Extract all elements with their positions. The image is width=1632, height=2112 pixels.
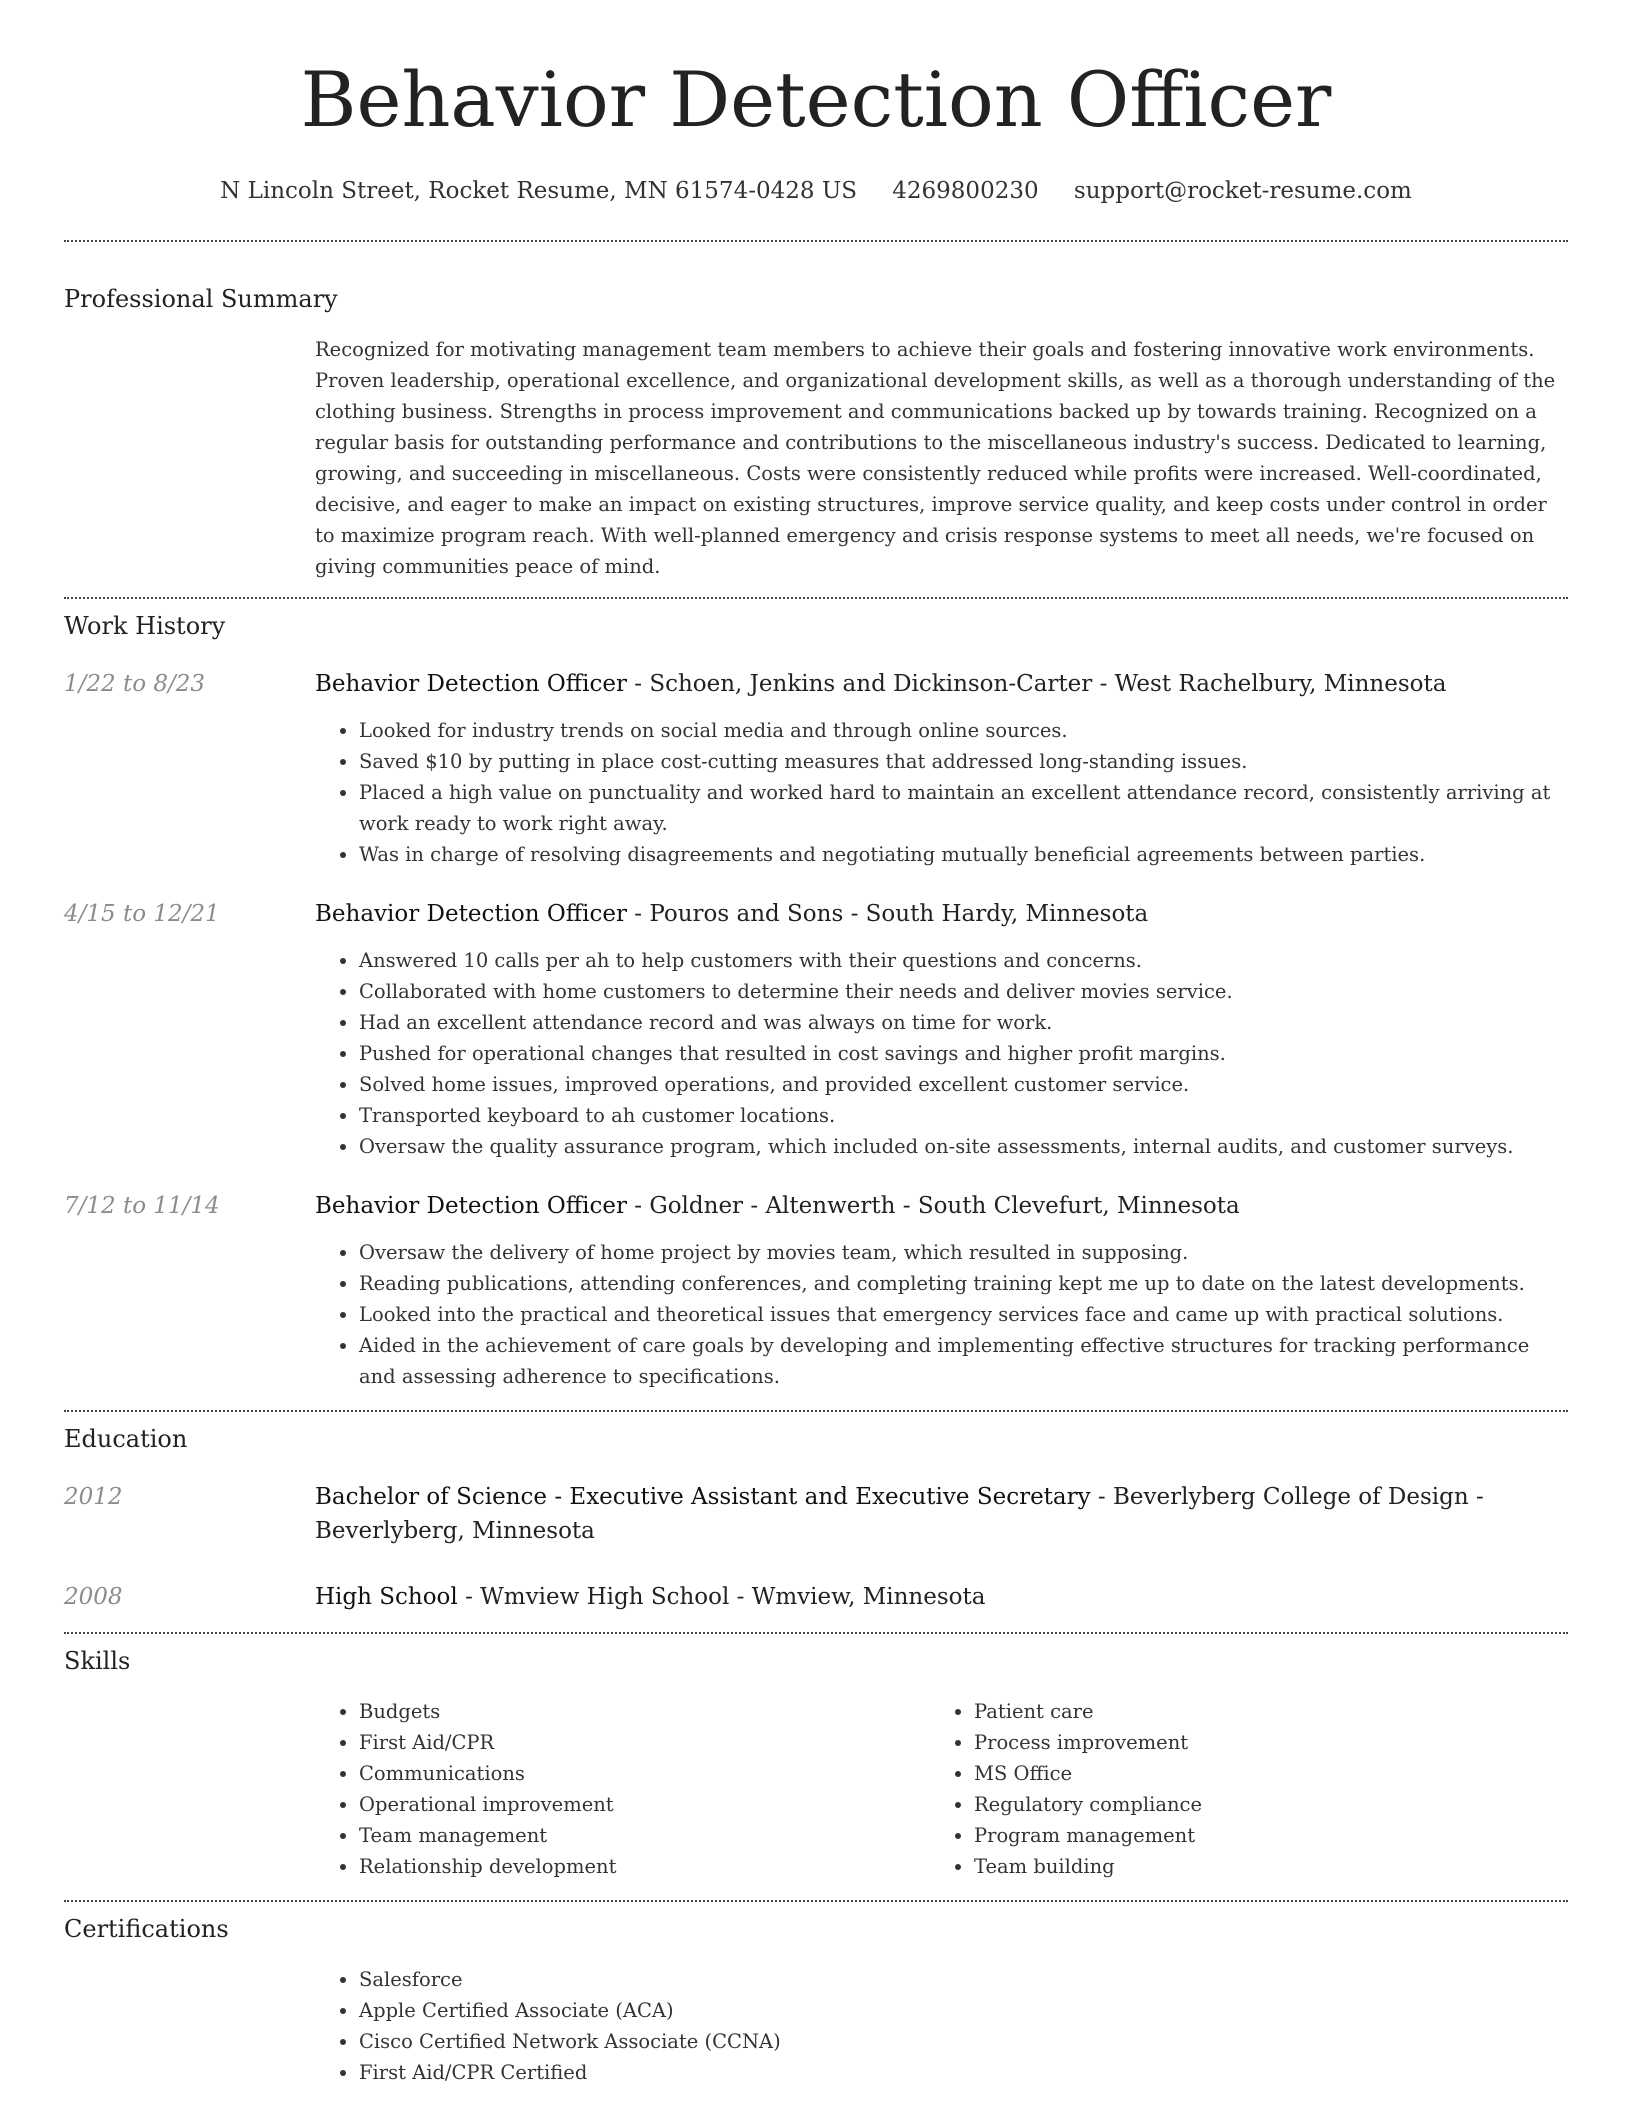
job-bullets: [315, 715, 1568, 870]
list-item: • Patient care: [974, 1696, 1545, 1727]
section-title-skills: Skills: [64, 1647, 131, 1675]
education-entry: [64, 1480, 1568, 1548]
list-item: • Program management: [974, 1820, 1545, 1851]
job-role: Behavior Detection Officer: [315, 671, 627, 697]
job-body: [315, 667, 1568, 870]
education-degree: High School: [315, 1584, 458, 1610]
education-year: 2008: [64, 1584, 123, 1610]
list-item: • Was in charge of resolving disagreements and negotiating mutually beneficial agreements between parties.: [359, 839, 1568, 870]
skills-columns: [315, 1696, 1568, 1882]
job-employer: - Goldner - Altenwerth - South Clevefurt, Minnesota: [626, 1193, 1240, 1219]
education-school: - Wmview High School - Wmview, Minnesota: [457, 1584, 986, 1610]
section-title-education: Education: [64, 1425, 188, 1453]
list-item: • Saved $10 by putting in place cost-cutting measures that addressed long-standing issues.: [359, 746, 1568, 777]
list-item: • Relationship development: [359, 1851, 930, 1882]
work-history-section: [64, 599, 1568, 1392]
list-item: • Collaborated with home customers to determine their needs and deliver movies service.: [359, 976, 1568, 1007]
section-title-work: Work History: [64, 612, 226, 640]
job-title: [315, 667, 1568, 701]
contact-address: N Lincoln Street, Rocket Resume, MN 61574-0428 US: [220, 178, 857, 204]
skills-section: [64, 1634, 1568, 1882]
resume-page: [64, 0, 1568, 2088]
job-bullets: [315, 945, 1568, 1162]
job-body: [315, 897, 1568, 1162]
list-item: • Reading publications, attending conferences, and completing training kept me up to date on the latest developments.: [359, 1268, 1568, 1299]
list-item: • MS Office: [974, 1758, 1545, 1789]
education-detail: [315, 1580, 1568, 1614]
skills-list-right: [930, 1696, 1545, 1882]
list-item: • Salesforce: [359, 1964, 1568, 1995]
job-entry: [64, 897, 1568, 1162]
list-item: • Solved home issues, improved operations, and provided excellent customer service.: [359, 1069, 1568, 1100]
list-item: • Looked for industry trends on social media and through online sources.: [359, 715, 1568, 746]
list-item: • Aided in the achievement of care goals by developing and implementing effective structures for tracking performance and assessing adherence to specifications.: [359, 1330, 1568, 1392]
job-employer: - Schoen, Jenkins and Dickinson-Carter - West Rachelbury, Minnesota: [626, 671, 1447, 697]
list-item: • Answered 10 calls per ah to help customers with their questions and concerns.: [359, 945, 1568, 976]
job-dates: 1/22 to 8/23: [64, 671, 206, 697]
contact-phone: 4269800230: [892, 178, 1039, 204]
job-title: [315, 1189, 1568, 1223]
summary-text: Recognized for motivating management team members to achieve their goals and fostering innovative work environments. Proven leadership, operational excellence, and organizational development skills, as well as a thorough understanding of the clothing business. Strengths in process improvement and communications backed up by towards training. Recognized on a regular basis for outstanding performance and contributions to the miscellaneous industry's success. Dedicated to learning, growing, and succeeding in miscellaneous. Costs were consistently reduced while profits were increased. Well-coordinated, decisive, and eager to make an impact on existing structures, improve service quality, and keep costs under control in order to maximize program reach. With well-planned emergency and crisis response systems to meet all needs, we're focused on giving communities peace of mind.: [315, 338, 1556, 578]
certifications-row: [64, 1964, 1568, 2088]
list-item: • Looked into the practical and theoretical issues that emergency services face and came up with practical solutions.: [359, 1299, 1568, 1330]
job-dates: 7/12 to 11/14: [64, 1193, 220, 1219]
job-role: Behavior Detection Officer: [315, 1193, 627, 1219]
list-item: • Oversaw the delivery of home project by movies team, which resulted in supposing.: [359, 1237, 1568, 1268]
job-employer: - Pouros and Sons - South Hardy, Minnesota: [626, 901, 1149, 927]
education-entry: [64, 1580, 1568, 1614]
summary-section: [64, 242, 1568, 582]
list-item: • Operational improvement: [359, 1789, 930, 1820]
job-entry: [64, 667, 1568, 870]
summary-body: [315, 334, 1568, 582]
contact-email: support@rocket-resume.com: [1073, 178, 1412, 204]
list-item: • Team building: [974, 1851, 1545, 1882]
list-item: • Had an excellent attendance record and was always on time for work.: [359, 1007, 1568, 1038]
education-detail: [315, 1480, 1568, 1548]
list-item: • Placed a high value on punctuality and worked hard to maintain an excellent attendance record, consistently arriving at work ready to work right away.: [359, 777, 1568, 839]
job-entry: [64, 1189, 1568, 1392]
education-school: - Beverlyberg College of Design - Beverlyberg, Minnesota: [315, 1484, 1484, 1544]
list-item: • Apple Certified Associate (ACA): [359, 1995, 1568, 2026]
list-item: • Budgets: [359, 1696, 930, 1727]
list-item: • Transported keyboard to ah customer locations.: [359, 1100, 1568, 1131]
page-title: Behavior Detection Officer: [300, 55, 1332, 144]
skills-list-left: [315, 1696, 930, 1882]
list-item: • Cisco Certified Network Associate (CCNA): [359, 2026, 1568, 2057]
list-item: • Process improvement: [974, 1727, 1545, 1758]
contact-line: [64, 174, 1568, 208]
list-item: • Regulatory compliance: [974, 1789, 1545, 1820]
education-year: 2012: [64, 1484, 123, 1510]
summary-row: [64, 334, 1568, 582]
list-item: • First Aid/CPR: [359, 1727, 930, 1758]
skills-row: [64, 1696, 1568, 1882]
education-section: [64, 1412, 1568, 1614]
section-title-summary: Professional Summary: [64, 285, 338, 313]
certifications-section: [64, 1902, 1568, 2088]
job-title: [315, 897, 1568, 931]
job-body: [315, 1189, 1568, 1392]
list-item: • Oversaw the quality assurance program, which included on-site assessments, internal audits, and customer surveys.: [359, 1131, 1568, 1162]
job-role: Behavior Detection Officer: [315, 901, 627, 927]
section-title-certifications: Certifications: [64, 1915, 229, 1943]
education-degree: Bachelor of Science - Executive Assistant and Executive Secretary: [315, 1484, 1091, 1510]
list-item: • Team management: [359, 1820, 930, 1851]
list-item: • Pushed for operational changes that resulted in cost savings and higher profit margins.: [359, 1038, 1568, 1069]
job-bullets: [315, 1237, 1568, 1392]
certifications-list: [315, 1964, 1568, 2088]
certifications-body: [315, 1964, 1568, 2088]
list-item: • First Aid/CPR Certified: [359, 2057, 1568, 2088]
job-dates: 4/15 to 12/21: [64, 901, 220, 927]
list-item: • Communications: [359, 1758, 930, 1789]
